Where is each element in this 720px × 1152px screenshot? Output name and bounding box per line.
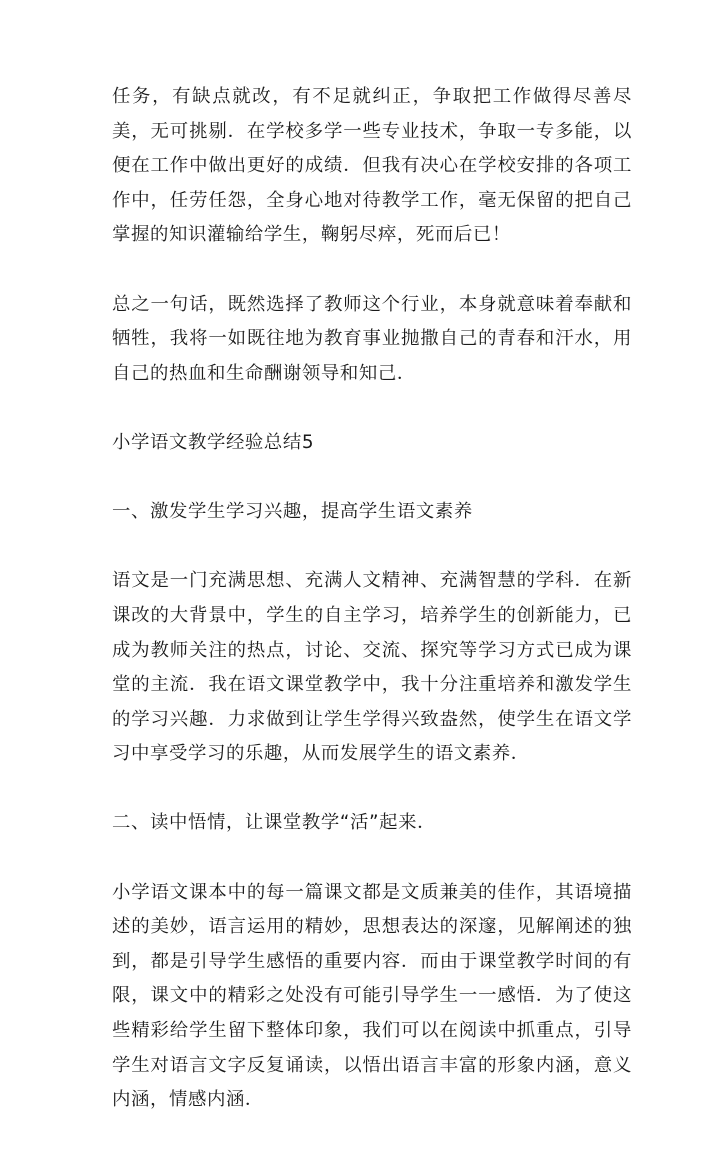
paragraph-interest: 语文是一门充满思想、充满人文精神、充满智慧的学科．在新课改的大背景中，学生的自主学习，培养学生的创新能力，已成为教师关注的热点，讨论、交流、探究等学习方式已成为课堂的主流．我在语文课堂教学中，我十分注重培养和激发学生的学习兴趣．力求做到让学生学得兴致盎然，使学生在语文学习中享受学习的乐趣，从而发展学生的语文素养． <box>112 570 632 765</box>
paragraph-conclusion: 总之一句话，既然选择了教师这个行业，本身就意味着奉献和牺牲，我将一如既往地为教育事业抛撒自己的青春和汗水，用自己的热血和生命酬谢领导和知己． <box>112 293 632 384</box>
heading-reading: 二、读中悟情，让课堂教学“活”起来． <box>112 812 437 834</box>
paragraph-commitment: 任务，有缺点就改，有不足就纠正，争取把工作做得尽善尽美，无可挑剔．在学校多学一些专业技术，争取一专多能，以便在工作中做出更好的成绩．但我有决心在学校安排的各项工作中，任劳任怨，全身心地对待教学工作，毫无保留的把自己掌握的知识灌输给学生，鞠躬尽瘁，死而后已！ <box>112 86 632 246</box>
document-page <box>112 80 632 1152</box>
paragraph-reading: 小学语文课本中的每一篇课文都是文质兼美的佳作，其语境描述的美妙，语言运用的精妙，思想表达的深邃，见解阐述的独到，都是引导学生感悟的重要内容．而由于课堂教学时间的有限，课文中的精彩之处没有可能引导学生一一感悟．为了使这些精彩给学生留下整体印象，我们可以在阅读中抓重点，引导学生对语言文字反复诵读，以悟出语言丰富的形象内涵，意义内涵，情感内涵． <box>112 881 632 1111</box>
heading-interest: 一、激发学生学习兴趣，提高学生语文素养 <box>112 501 473 523</box>
section-title: 小学语文教学经验总结5 <box>112 431 315 453</box>
